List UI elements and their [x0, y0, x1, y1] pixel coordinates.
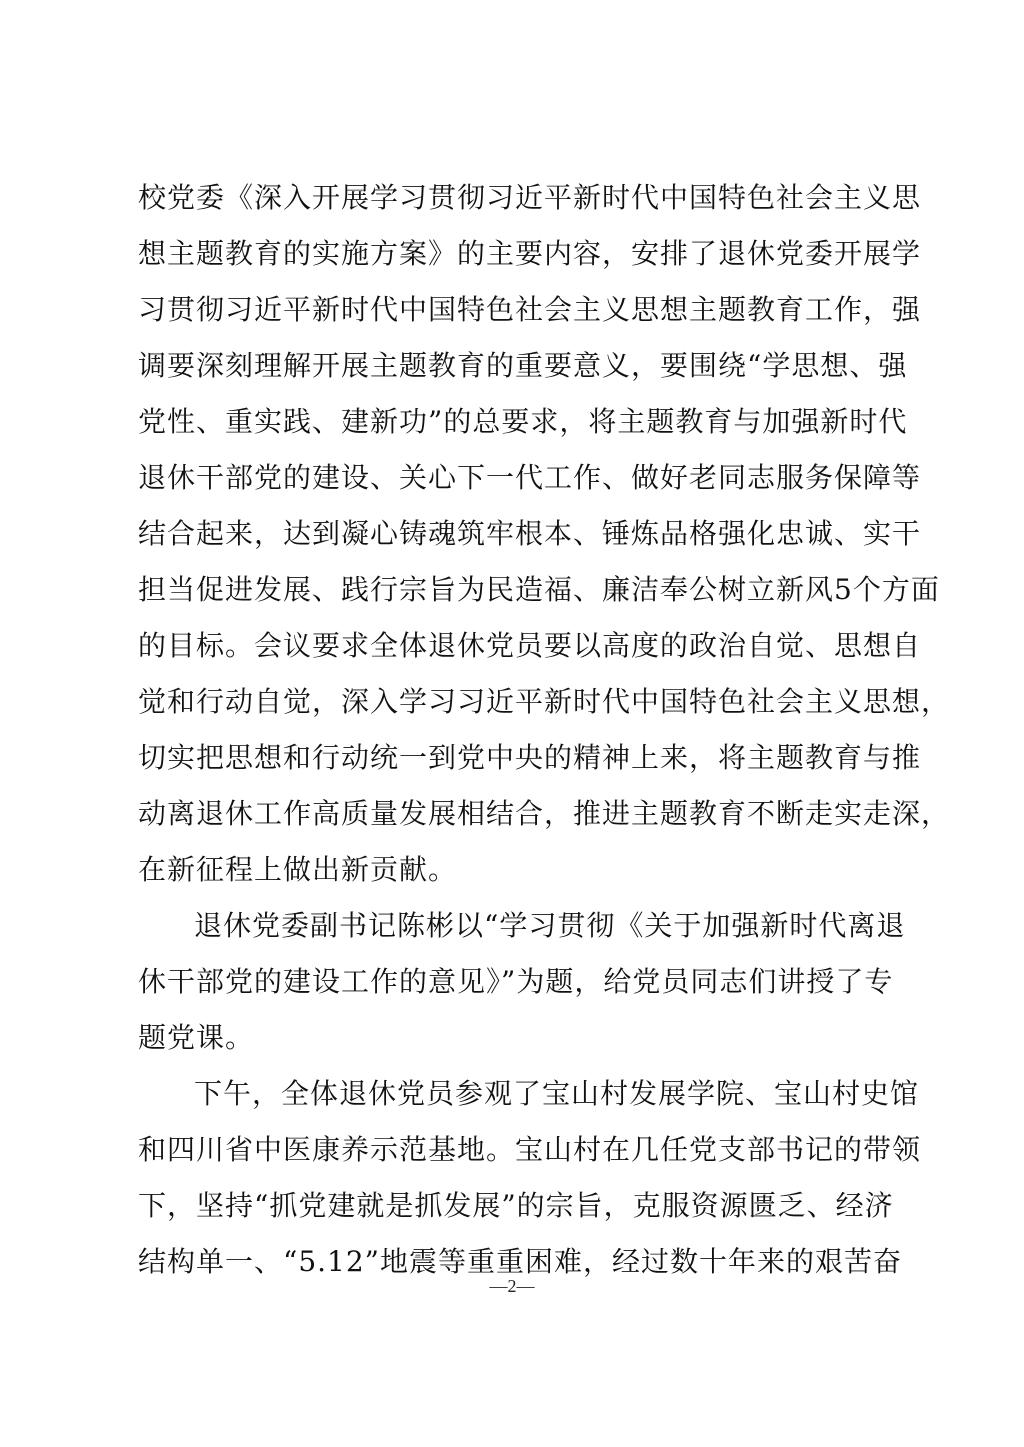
- text-line: 下，坚持“抓党建就是抓发展”的宗旨，克服资源匮乏、经济: [138, 1189, 894, 1222]
- text-line: 校党委《深入开展学习贯彻习近平新时代中国特色社会主义思: [138, 181, 922, 214]
- text-line: 结合起来，达到凝心铸魂筑牢根本、锤炼品格强化忠诚、实干: [138, 517, 922, 550]
- text-line: 党性、重实践、建新功”的总要求，将主题教育与加强新时代: [138, 405, 908, 438]
- text-line: 的目标。会议要求全体退休党员要以高度的政治自觉、思想自: [138, 629, 922, 662]
- text-line: 习贯彻习近平新时代中国特色社会主义思想主题教育工作，强: [138, 293, 922, 326]
- paragraph-3: [138, 1066, 922, 1290]
- text-line: 想主题教育的实施方案》的主要内容，安排了退休党委开展学: [138, 237, 922, 270]
- text-line: 结构单一、“5.12”地震等重重困难，经过数十年来的艰苦奋: [138, 1245, 902, 1278]
- body-text: [138, 170, 951, 1290]
- text-line: 觉和行动自觉，深入学习习近平新时代中国特色社会主义思想，: [138, 685, 951, 718]
- page-number: —2—: [489, 1276, 535, 1296]
- text-line: 动离退休工作高质量发展相结合，推进主题教育不断走实走深，: [138, 797, 951, 830]
- paragraph-1: [138, 170, 951, 898]
- text-line: 下午，全体退休党员参观了宝山村发展学院、宝山村史馆: [194, 1077, 920, 1110]
- text-line: 和四川省中医康养示范基地。宝山村在几任党支部书记的带领: [138, 1133, 922, 1166]
- text-line: 退休党委副书记陈彬以“学习贯彻《关于加强新时代离退: [194, 909, 906, 942]
- text-line: 题党课。: [138, 1021, 255, 1054]
- text-line: 担当促进发展、践行宗旨为民造福、廉洁奉公树立新风5个方面: [138, 573, 940, 606]
- paragraph-2: [138, 898, 918, 1066]
- text-line: 在新征程上做出新贡献。: [138, 853, 458, 886]
- text-line: 退休干部党的建设、关心下一代工作、做好老同志服务保障等: [138, 461, 922, 494]
- text-line: 休干部党的建设工作的意见》”为题，给党员同志们讲授了专: [138, 965, 894, 998]
- text-line: 切实把思想和行动统一到党中央的精神上来，将主题教育与推: [138, 741, 922, 774]
- text-line: 调要深刻理解开展主题教育的重要意义，要围绕“学思想、强: [138, 349, 908, 382]
